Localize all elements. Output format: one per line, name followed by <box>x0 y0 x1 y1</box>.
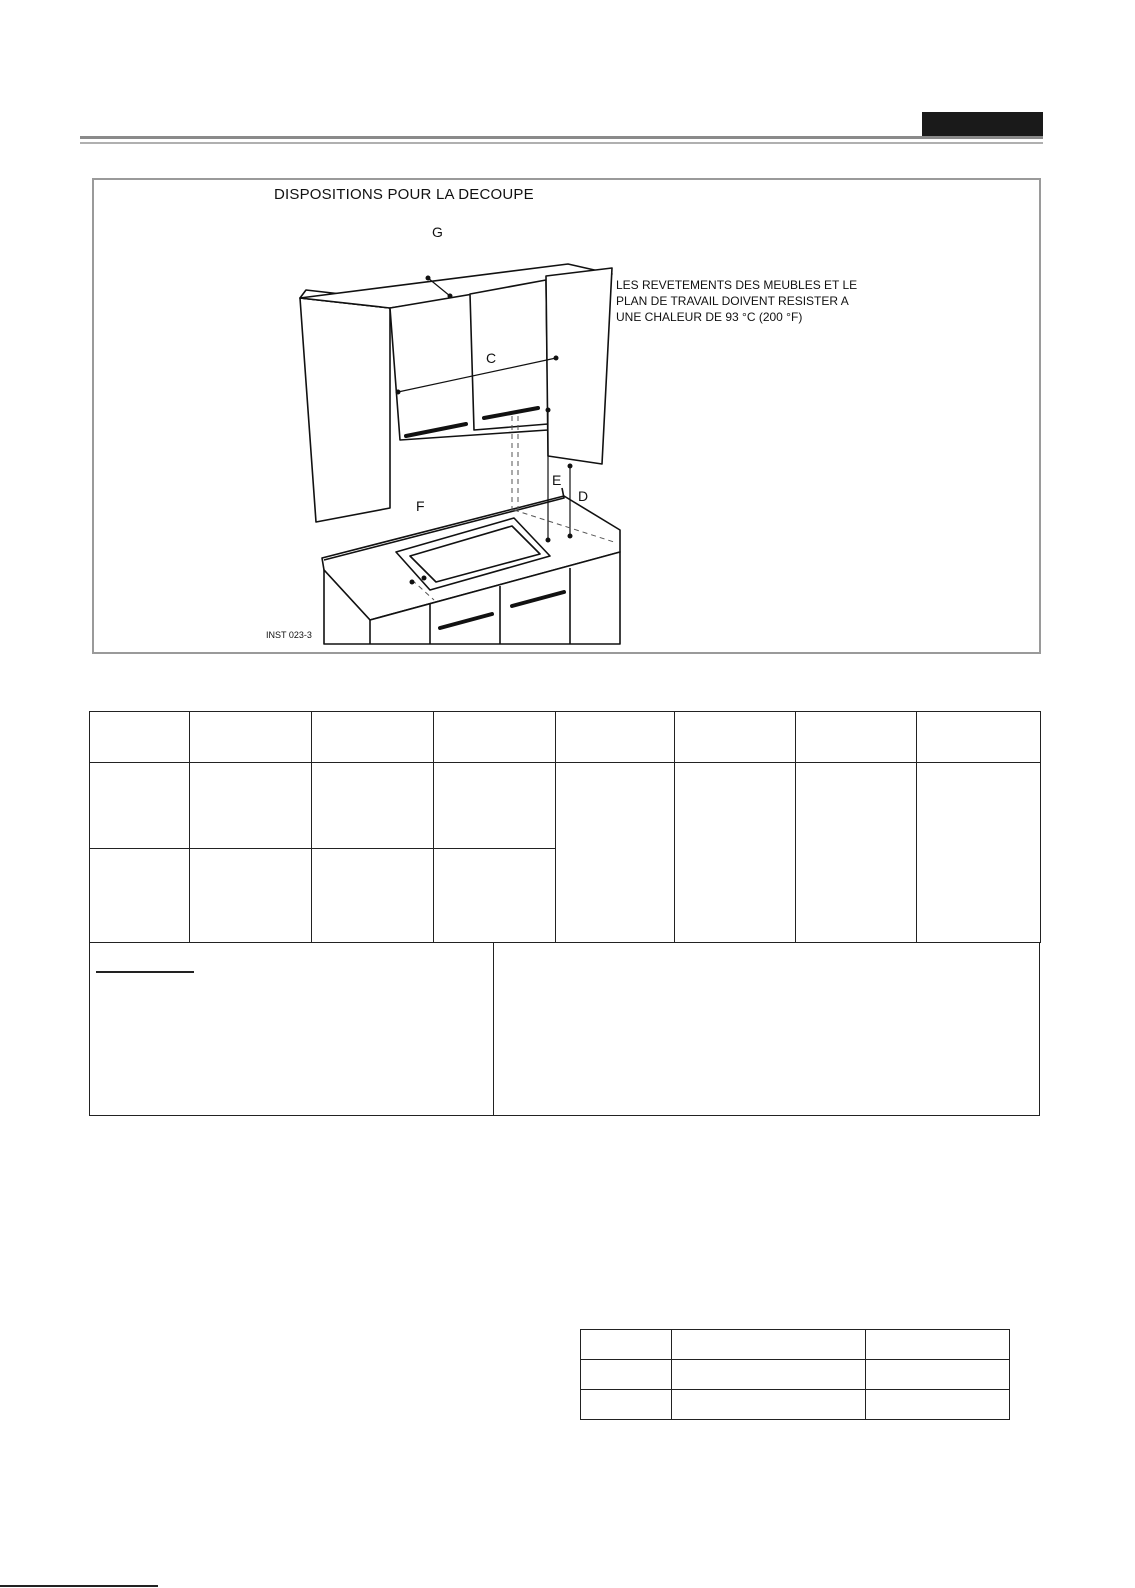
table-cell <box>434 849 556 943</box>
table-cell <box>581 1390 672 1420</box>
table-cell <box>866 1330 1010 1360</box>
note-line: PLAN DE TRAVAIL DOIVENT RESISTER A <box>616 294 849 308</box>
right-wall-cabinet <box>546 268 612 464</box>
table-row <box>581 1390 1010 1420</box>
table-cell <box>90 712 190 763</box>
table-row <box>90 763 1041 849</box>
section-tab-marker <box>922 112 1043 137</box>
table-cell <box>866 1360 1010 1390</box>
label-e: E <box>552 472 562 488</box>
left-wall-cabinet <box>300 298 390 522</box>
figure-code: INST 023-3 <box>266 630 312 640</box>
table-cell <box>190 849 312 943</box>
table-cell <box>190 712 312 763</box>
table-cell <box>866 1390 1010 1420</box>
cutout-diagram <box>92 178 1041 654</box>
label-f: F <box>416 498 425 514</box>
table-cell <box>434 763 556 849</box>
notes-section <box>89 943 1040 1116</box>
table-cell <box>917 712 1041 763</box>
table-cell <box>581 1330 672 1360</box>
table-cell <box>796 712 917 763</box>
table-cell <box>312 849 434 943</box>
table-cell <box>672 1360 866 1390</box>
label-g: G <box>432 224 443 240</box>
table-header-row <box>90 712 1041 763</box>
notes-heading-underline <box>96 971 194 973</box>
header-rule <box>80 136 1043 139</box>
table-cell <box>581 1360 672 1390</box>
note-line: UNE CHALEUR DE 93 °C (200 °F) <box>616 310 803 324</box>
header-rule-secondary <box>80 142 1043 144</box>
table-cell <box>796 763 917 943</box>
label-c: C <box>486 350 497 366</box>
table-cell <box>312 712 434 763</box>
note-line: LES REVETEMENTS DES MEUBLES ET LE <box>616 278 858 292</box>
table-cell <box>312 763 434 849</box>
table-cell <box>675 763 796 943</box>
table-row <box>581 1360 1010 1390</box>
cabinet-illustration <box>94 180 1039 652</box>
heat-resistance-note <box>616 277 936 325</box>
table-cell <box>556 763 675 943</box>
table-cell <box>190 763 312 849</box>
notes-divider <box>493 943 494 1115</box>
table-cell <box>90 763 190 849</box>
table-cell <box>672 1330 866 1360</box>
table-cell <box>917 763 1041 943</box>
dimensions-table <box>89 711 1041 943</box>
label-d: D <box>578 488 589 504</box>
table-cell <box>675 712 796 763</box>
table-cell <box>434 712 556 763</box>
diagram-title: DISPOSITIONS POUR LA DECOUPE <box>274 186 534 203</box>
footer-rule <box>0 1585 158 1587</box>
table-cell <box>672 1390 866 1420</box>
table-cell <box>90 849 190 943</box>
table-row <box>581 1330 1010 1360</box>
table-cell <box>556 712 675 763</box>
small-table <box>580 1329 1010 1420</box>
